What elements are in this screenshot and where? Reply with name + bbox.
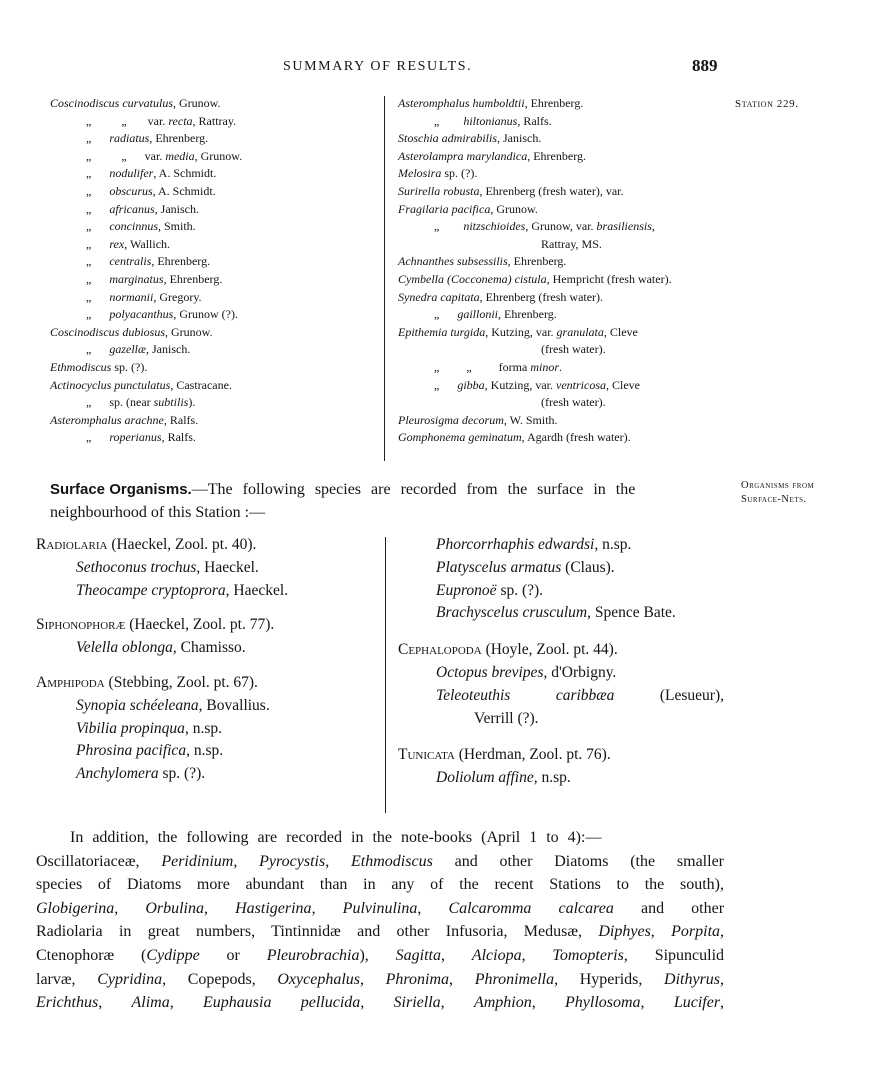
- group-heading: [36, 534, 376, 557]
- ditto-mark: „: [86, 342, 110, 357]
- species-name: radiatus: [109, 131, 150, 146]
- taxon-name: Cypridina: [97, 970, 163, 988]
- paragraph-text: ,: [449, 970, 475, 988]
- taxon-name: Sagitta: [395, 946, 441, 964]
- taxon-name: Phronima: [385, 970, 450, 988]
- species-name: media: [165, 148, 195, 163]
- left-list-line: [50, 341, 380, 359]
- species-entry: [36, 740, 376, 763]
- ditto-mark: „ sp. (near: [86, 395, 154, 410]
- species-name: gaillonii: [457, 307, 498, 322]
- entry-text: , Castracane.: [170, 377, 232, 392]
- right-list-line: [398, 253, 728, 271]
- right-list-line: [398, 113, 728, 131]
- entry-text: , Gregory.: [153, 289, 202, 304]
- right-list-line: [398, 289, 728, 307]
- right-list-line: [398, 341, 728, 359]
- species-name: concinnus: [109, 219, 158, 234]
- species-author: sp. (?).: [496, 581, 544, 599]
- ditto-mark: „: [434, 307, 458, 322]
- species-entry: [36, 557, 376, 580]
- group-title: Siphonophoræ: [36, 616, 126, 634]
- genus-species: Ethmodiscus: [50, 359, 112, 374]
- species-name: Theocampe cryptoprora: [76, 581, 226, 599]
- taxon-name: Peridinium: [161, 852, 234, 870]
- diatom-list-right: [398, 95, 728, 447]
- species-author: sp. (?).: [158, 765, 206, 783]
- genus-species: Melosira: [398, 166, 442, 181]
- ditto-mark: „ „ var.: [86, 113, 169, 128]
- paragraph-text: ,: [521, 946, 553, 964]
- species-entry: [398, 580, 738, 603]
- species-name: Brachyscelus crusculum: [436, 604, 588, 622]
- ditto-mark: „: [86, 307, 110, 322]
- entry-text: sp. (?).: [111, 359, 148, 374]
- right-list-line: [398, 218, 728, 236]
- species-name: Octopus brevipes: [436, 663, 544, 681]
- ditto-mark: „ „ var.: [86, 148, 166, 163]
- paragraph-line: [36, 920, 724, 944]
- entry-text: , Kutzing, var.: [484, 377, 556, 392]
- species-author: (Lesueur),: [659, 686, 724, 704]
- entry-text: , Ehrenberg.: [507, 254, 567, 269]
- species-name: africanus: [109, 201, 155, 216]
- paragraph-text: ,: [114, 899, 146, 917]
- paragraph-text: Oscillatoriaceæ,: [36, 852, 162, 870]
- right-list-line: [398, 377, 728, 395]
- paragraph-line: [36, 968, 724, 992]
- ditto-mark: „: [86, 289, 110, 304]
- species-entry: [398, 602, 738, 625]
- species-name: subtilis: [153, 395, 189, 410]
- paragraph-text: or: [199, 946, 267, 964]
- paragraph-line: [36, 873, 724, 897]
- group-ref: (Stebbing, Zool. pt. 67).: [104, 673, 258, 691]
- paragraph-text: ,: [720, 994, 725, 1012]
- species-author: , Haeckel.: [225, 581, 289, 599]
- taxon-name: Pulvinulina: [342, 899, 418, 917]
- entry-text: , Wallich.: [124, 236, 171, 251]
- taxon-name: Oxycephalus: [277, 970, 360, 988]
- ditto-mark: „: [86, 219, 110, 234]
- species-author: , Chamisso.: [172, 639, 246, 657]
- right-list-line: [398, 165, 728, 183]
- genus-species: Stoschia admirabilis: [398, 131, 498, 146]
- right-list-line: [398, 394, 728, 412]
- margin-note-station: Station 229.: [735, 98, 799, 110]
- species-author: , Spence Bate.: [587, 604, 676, 622]
- entry-text: , Smith.: [157, 219, 196, 234]
- left-list-line: [50, 113, 380, 131]
- taxon-name: Diphyes: [598, 923, 651, 941]
- paragraph-text: ),: [359, 946, 396, 964]
- genus-species: Epithemia turgida: [398, 324, 486, 339]
- paragraph-line: [36, 850, 724, 874]
- surface-heading: Surface Organisms.: [50, 481, 192, 498]
- right-list-line: [398, 95, 728, 113]
- right-list-line: [398, 271, 728, 289]
- paragraph-text: , Sipunculid: [623, 946, 725, 964]
- genus-species: Pleurosigma decorum: [398, 412, 504, 427]
- left-list-line: [50, 394, 380, 412]
- entry-text: , Ehrenberg (fresh water).: [479, 289, 604, 304]
- paragraph-text: species of Diatoms more abundant than in any of the recent Stations to the south),: [36, 876, 724, 894]
- group-title: Tunicata: [398, 746, 455, 764]
- species-name: gazellæ: [109, 342, 146, 357]
- ditto-mark: „: [434, 377, 458, 392]
- taxon-name: Dithyrus: [664, 970, 721, 988]
- page-number: 889: [692, 56, 718, 75]
- taxon-name: Phyllosoma: [565, 994, 641, 1012]
- entry-text: , Grunow.: [173, 96, 221, 110]
- paragraph-text: Ctenophoræ (: [36, 946, 147, 964]
- species-name: nodulifer: [109, 166, 154, 181]
- ditto-mark: „: [86, 236, 110, 251]
- taxon-name: Globigerina: [36, 899, 115, 917]
- species-name: Velella oblonga: [76, 639, 173, 657]
- entry-text: , Ralfs.: [517, 113, 552, 128]
- paragraph-text: In addition, the following are recorded in the note-books (April 1 to 4):—: [70, 829, 602, 846]
- entry-text: , Ehrenberg.: [149, 131, 209, 146]
- paragraph-text: larvæ,: [36, 970, 98, 988]
- paragraph-text: ,: [440, 994, 474, 1012]
- column-divider-bottom: [385, 537, 386, 813]
- entry-text: , Cleve: [606, 377, 640, 392]
- right-list-line: [398, 359, 728, 377]
- left-list-line: [50, 289, 380, 307]
- entry-text: , Ehrenberg.: [163, 271, 223, 286]
- paragraph-text: , Hyperids,: [554, 970, 665, 988]
- paragraph-text: ,: [325, 852, 352, 870]
- species-author: (Claus).: [561, 558, 615, 576]
- species-name: Phorcorrhaphis edwardsi: [436, 536, 595, 553]
- species-author: , Haeckel.: [196, 558, 259, 576]
- species-name: nitzschioides: [463, 219, 526, 234]
- paragraph-text: Radiolaria in great numbers, Tintinnidæ and other Infusoria, Medusæ,: [36, 923, 599, 941]
- group-title: Cephalopoda: [398, 641, 482, 659]
- variety-name: brasiliensis: [596, 219, 652, 234]
- species-author: , n.sp.: [184, 719, 222, 737]
- entry-text: (fresh water).: [541, 395, 606, 410]
- left-list-line: [50, 218, 380, 236]
- species-list-right: [398, 534, 738, 790]
- group-heading: [36, 614, 376, 637]
- entry-text: ).: [188, 395, 196, 410]
- taxon-name: Alima: [131, 994, 170, 1012]
- left-list-line: [50, 377, 380, 395]
- paragraph-text: ,: [204, 899, 236, 917]
- left-list-line: [50, 359, 380, 377]
- species-name: hiltonianus: [463, 113, 518, 128]
- surface-organisms-intro: [50, 478, 730, 524]
- species-author: , d'Orbigny.: [543, 663, 617, 681]
- taxon-name: Porpita: [671, 923, 721, 941]
- entry-text: , Ehrenberg.: [151, 254, 211, 269]
- species-author: , Bovallius.: [198, 696, 270, 714]
- species-entry: [36, 580, 376, 603]
- left-list-line: [50, 271, 380, 289]
- entry-text: , Ehrenberg.: [527, 148, 586, 163]
- taxon-name: Erichthus: [36, 994, 99, 1012]
- entry-text: sp. (?).: [441, 166, 478, 181]
- right-list-line: [398, 236, 728, 254]
- taxon-name: Orbulina: [145, 899, 204, 917]
- ditto-mark: „: [86, 271, 110, 286]
- group-title: Radiolaria: [36, 536, 108, 553]
- taxon-name: Phronimella: [474, 970, 555, 988]
- group-heading: [398, 744, 738, 767]
- genus-species: Cymbella (Cocconema) cistula: [398, 271, 547, 286]
- entry-text: , Janisch.: [146, 342, 191, 357]
- paragraph-text: ,: [531, 994, 565, 1012]
- left-list-line: [50, 253, 380, 271]
- entry-text: ,: [651, 219, 655, 234]
- variety-name: ventricosa: [556, 377, 606, 392]
- left-list-line: [50, 95, 380, 113]
- paragraph-text: ,: [360, 994, 394, 1012]
- entry-text: , Grunow.: [194, 148, 243, 163]
- ditto-mark: „: [434, 113, 464, 128]
- species-name: Synopia schéeleana: [76, 696, 199, 714]
- species-entry: [36, 763, 376, 786]
- species-entry: [398, 685, 724, 708]
- right-list-line: [398, 201, 728, 219]
- taxon-name: Siriella: [393, 994, 441, 1012]
- taxon-name: Amphion: [473, 994, 532, 1012]
- paragraph-line: [36, 826, 726, 850]
- genus-species: Synedra capitata: [398, 289, 480, 304]
- species-entry: [36, 718, 376, 741]
- notebook-paragraph: [36, 826, 726, 1015]
- group-heading: [398, 639, 738, 662]
- group-title: Amphipoda: [36, 673, 105, 691]
- entry-text: , Agardh (fresh water).: [521, 430, 631, 445]
- genus-species: Surirella robusta: [398, 183, 480, 198]
- taxon-name: Cydippe: [146, 946, 200, 964]
- right-list-line: [398, 183, 728, 201]
- margin-note-surface-1: Organisms from: [741, 480, 815, 491]
- taxon-name: Pyrocystis: [259, 852, 326, 870]
- entry-text: , Kutzing, var.: [485, 324, 557, 339]
- ditto-mark: „: [86, 430, 110, 445]
- species-name: gibba: [457, 377, 485, 392]
- paragraph-text: and other: [613, 899, 725, 917]
- diatom-list-left: [50, 95, 380, 447]
- entry-text: , Ralfs.: [161, 430, 196, 445]
- species-entry: [398, 767, 738, 790]
- ditto-mark: „ „ forma: [434, 359, 531, 374]
- species-name: Eupronoë: [436, 581, 497, 599]
- species-entry: [398, 534, 738, 557]
- species-author: , n.sp.: [594, 536, 632, 553]
- left-list-line: [50, 412, 380, 430]
- genus-species: Asterolampra marylandica: [398, 148, 528, 163]
- species-name: Vibilia propinqua: [76, 719, 185, 737]
- species-author: , n.sp.: [186, 742, 224, 760]
- genus-species: Actinocyclus punctulatus: [50, 377, 171, 392]
- entry-text: , Janisch.: [154, 201, 199, 216]
- left-list-line: [50, 306, 380, 324]
- entry-text: , Ehrenberg.: [498, 307, 557, 322]
- right-list-line: [398, 324, 728, 342]
- paragraph-text: ,: [311, 899, 343, 917]
- species-name: polyacanthus: [109, 307, 174, 322]
- left-list-line: [50, 165, 380, 183]
- species-name: minor: [530, 359, 559, 374]
- column-divider-top: [384, 96, 385, 461]
- paragraph-text: ,: [640, 994, 674, 1012]
- genus-species: Achnanthes subsessilis: [398, 254, 508, 269]
- running-header: SUMMARY OF RESULTS.: [283, 59, 473, 74]
- taxon-name: Pleurobrachia: [266, 946, 360, 964]
- taxon-name: Lucifer: [673, 994, 721, 1012]
- paragraph-line: [36, 944, 724, 968]
- right-list-line: [398, 429, 728, 447]
- left-list-line: [50, 148, 380, 166]
- entry-text: , Grunow (?).: [173, 307, 238, 322]
- taxon-name: Hastigerina: [235, 899, 312, 917]
- paragraph-text: ,: [650, 923, 672, 941]
- genus-species: Gomphonema geminatum: [398, 430, 522, 445]
- species-genus: Teleoteuthis: [436, 686, 511, 704]
- entry-text: Rattray, MS.: [541, 236, 602, 251]
- species-list-left: [36, 534, 376, 786]
- ditto-mark: „: [86, 131, 110, 146]
- species-entry: [36, 637, 376, 660]
- species-entry: [36, 695, 376, 718]
- entry-text: , A. Schmidt.: [152, 183, 216, 198]
- paragraph-text: ,: [720, 970, 725, 988]
- taxon-name: Calcaromma calcarea: [448, 899, 614, 917]
- entry-text: , Ralfs.: [163, 412, 199, 427]
- paragraph-text: ,: [233, 852, 260, 870]
- left-list-line: [50, 183, 380, 201]
- entry-text: , Cleve: [603, 324, 638, 339]
- paragraph-text: and other Diatoms (the smaller: [432, 852, 725, 870]
- species-author: , n.sp.: [533, 769, 571, 787]
- entry-text: , Rattray.: [192, 113, 237, 128]
- entry-text: , Ehrenberg.: [524, 96, 584, 110]
- group-ref: (Hoyle, Zool. pt. 44).: [481, 641, 618, 659]
- species-name: recta: [168, 113, 193, 128]
- paragraph-text: ,: [98, 994, 132, 1012]
- left-list-line: [50, 130, 380, 148]
- species-name: Phrosina pacifica: [76, 742, 187, 760]
- species-name: centralis: [109, 254, 152, 269]
- taxon-name: Ethmodiscus: [351, 852, 433, 870]
- taxon-name: Euphausia pellucida: [203, 994, 361, 1012]
- left-list-line: [50, 324, 380, 342]
- species-epithet: caribbæa: [555, 686, 615, 704]
- paragraph-text: ,: [169, 994, 203, 1012]
- genus-species: Fragilaria pacifica: [398, 201, 491, 216]
- left-list-line: [50, 201, 380, 219]
- surface-line-1: —The following species are recorded from the surface in the: [191, 481, 636, 498]
- genus-species: Asteromphalus humboldtii: [398, 96, 525, 110]
- species-name: Doliolum affine: [436, 769, 534, 787]
- genus-species: Asteromphalus arachne: [50, 412, 164, 427]
- group-ref: (Herdman, Zool. pt. 76).: [454, 746, 611, 764]
- surface-line-2: neighbourhood of this Station :—: [50, 504, 266, 521]
- left-list-line: [50, 236, 380, 254]
- paragraph-text: ,: [360, 970, 386, 988]
- entry-text: , Grunow.: [165, 324, 213, 339]
- genus-species: Coscinodiscus curvatulus: [50, 96, 173, 110]
- ditto-mark: „: [86, 166, 110, 181]
- entry-text: , W. Smith.: [503, 412, 558, 427]
- species-entry: [398, 662, 738, 685]
- genus-species: Coscinodiscus dubiosus: [50, 324, 166, 339]
- paragraph-line: [36, 991, 724, 1015]
- paragraph-text: ,: [440, 946, 472, 964]
- left-list-line: [50, 429, 380, 447]
- species-name: rex: [109, 236, 125, 251]
- entry-text: , Ehrenberg (fresh water), var.: [479, 183, 624, 198]
- paragraph-text: , Copepods,: [162, 970, 278, 988]
- paragraph-text: ,: [417, 899, 449, 917]
- entry-text: , Grunow.: [490, 201, 538, 216]
- species-name: roperianus: [109, 430, 162, 445]
- entry-text: (fresh water).: [541, 342, 606, 357]
- species-name: Sethoconus trochus: [76, 558, 197, 576]
- entry-text: .: [558, 359, 562, 374]
- paragraph-line: [36, 897, 724, 921]
- species-name: normanii: [109, 289, 154, 304]
- margin-note-surface-2: Surface-Nets.: [741, 494, 807, 505]
- group-ref: (Haeckel, Zool. pt. 40).: [107, 536, 257, 553]
- group-heading: [36, 672, 376, 695]
- ditto-mark: „: [86, 201, 110, 216]
- species-entry-cont: Verrill (?).: [474, 709, 539, 727]
- ditto-mark: „: [434, 219, 464, 234]
- species-name: Platyscelus armatus: [436, 558, 562, 576]
- paragraph-text: ,: [720, 923, 725, 941]
- variety-name: granulata: [556, 324, 604, 339]
- right-list-line: [398, 306, 728, 324]
- entry-text: , Grunow, var.: [525, 219, 597, 234]
- right-list-line: [398, 412, 728, 430]
- taxon-name: Alciopa: [471, 946, 522, 964]
- right-list-line: [398, 130, 728, 148]
- species-name: marginatus: [109, 271, 164, 286]
- group-ref: (Haeckel, Zool. pt. 77).: [125, 616, 275, 634]
- right-list-line: [398, 148, 728, 166]
- taxon-name: Tomopteris: [552, 946, 624, 964]
- species-entry: [398, 557, 738, 580]
- species-name: Anchylomera: [76, 765, 159, 783]
- entry-text: , Hempricht (fresh water).: [546, 271, 672, 286]
- entry-text: , A. Schmidt.: [153, 166, 217, 181]
- entry-text: , Janisch.: [497, 131, 542, 146]
- ditto-mark: „: [86, 183, 110, 198]
- species-name: obscurus: [109, 183, 153, 198]
- ditto-mark: „: [86, 254, 110, 269]
